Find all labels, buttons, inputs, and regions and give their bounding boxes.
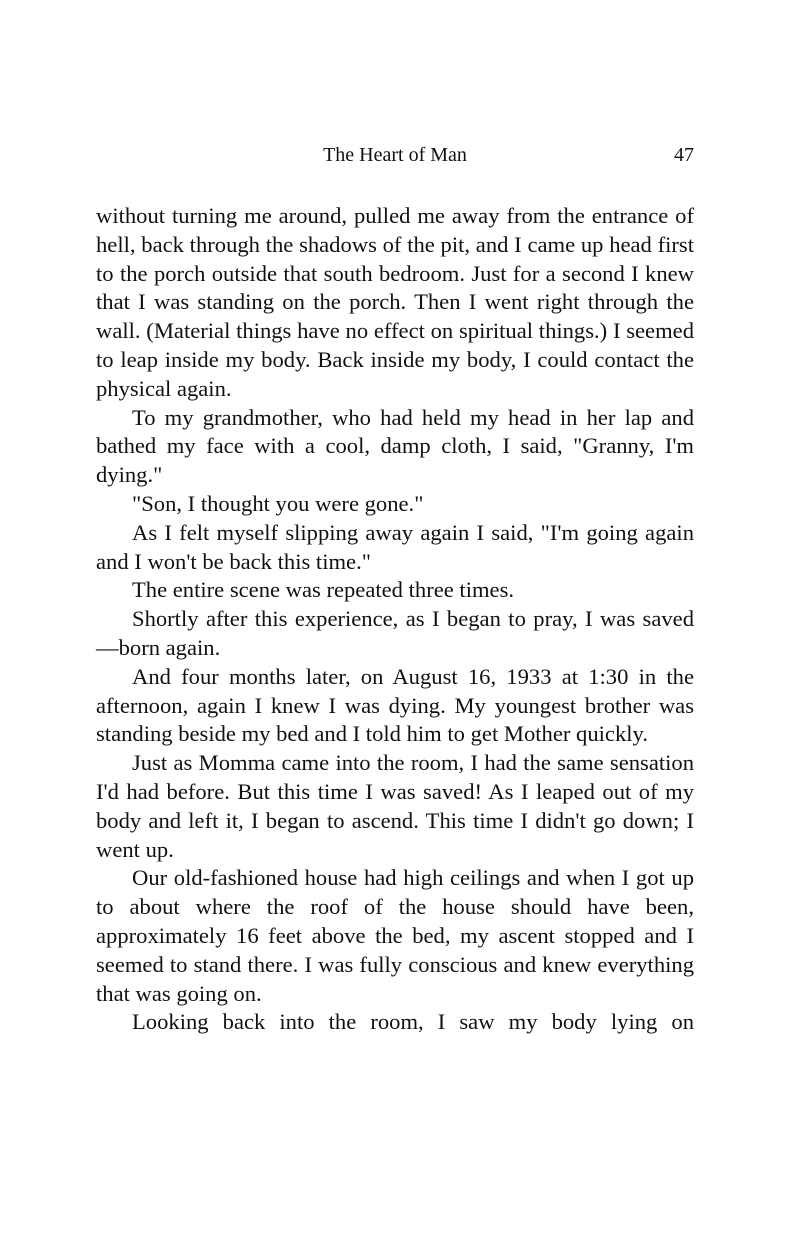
paragraph: To my grandmother, who had held my head in her lap and bathed my face with a cool, damp cloth, I said, "Granny, I'm dying." — [96, 404, 694, 488]
paragraph: Our old-fashioned house had high ceilings and when I got up to about where the roof of the house should have been, approximately 16 feet above the bed, my ascent stopped and I seemed to stand there. I was fully conscious and knew everything that was going on. — [96, 865, 694, 1006]
paragraph: And four months later, on August 16, 1933 at 1:30 in the afternoon, again I knew I was dying. My youngest brother was standing beside my bed and I told him to get Mother quickly. — [96, 663, 694, 747]
paragraph: "Son, I thought you were gone." — [132, 490, 424, 516]
paragraph: Shortly after this experience, as I began to pray, I was saved—born again. — [96, 606, 694, 660]
running-title: The Heart of Man — [323, 144, 467, 166]
paragraph: The entire scene was repeated three times. — [132, 577, 515, 603]
page-number: 47 — [674, 144, 694, 166]
body-text — [96, 202, 694, 1037]
paragraph-continued: without turning me around, pulled me away from the entrance of hell, back through the shadows of the pit, and I came up head first to the porch outside that south bedroom. Just for a second I knew that I was standing on the porch. Then I went right through the wall. (Material things have no effect on spiritual things.) I seemed to leap inside my body. Back inside my body, I could contact the physical again. — [96, 203, 694, 401]
running-header — [96, 142, 694, 168]
paragraph: As I felt myself slipping away again I said, "I'm going again and I won't be back this time." — [96, 519, 694, 574]
paragraph-continues-next-page: Looking back into the room, I saw my body lying on — [132, 1009, 694, 1035]
paragraph: Just as Momma came into the room, I had the same sensation I'd had before. But this time I was saved! As I leaped out of my body and left it, I began to ascend. This time I didn't go down; I went up. — [96, 750, 694, 862]
